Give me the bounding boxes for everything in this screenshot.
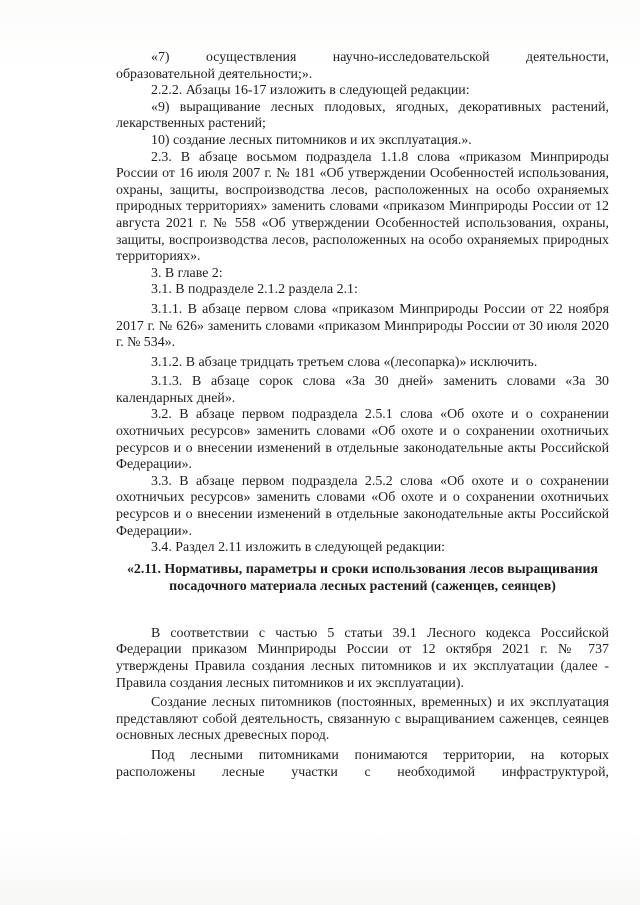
paragraph-item-7: «7) осуществления научно-исследовательской деятельности, образовательной деятельности;». [116, 50, 609, 82]
paragraph-item-9: «9) выращивание лесных плодовых, ягодных, декоративных растений, лекарственных растений; [116, 99, 609, 132]
paragraph-nurseries-rules: В соответствии с частью 5 статьи 39.1 Лесного кодекса Российской Федерации приказом Минприроды России от 12 октября 2021 г. № 737 утверждены Правила создания лесных питомников и их эксплуатации (далее - Правила создания лесных питомников и их эксплуатации). [116, 625, 609, 691]
paragraph-3-1-3: 3.1.3. В абзаце сорок слова «За 30 дней» заменить словами «За 30 календарных дней». [116, 374, 609, 406]
paragraph-nurseries-creation: Создание лесных питомников (постоянных, временных) и их эксплуатация представляют собой деятельность, связанную с выращиванием саженцев, сеянцев основных лесных древесных пород. [116, 695, 609, 744]
paragraph-2-2-2: 2.2.2. Абзацы 16-17 изложить в следующей редакции: [151, 83, 470, 99]
paragraph-3-1-1: 3.1.1. В абзаце первом слова «приказом Минприроды России от 22 ноября 2017 г. № 626» заменить словами «приказом Минприроды России от 30 июля 2020 г. № 534». [116, 301, 609, 351]
paragraph-3-2: 3.2. В абзаце первом подраздела 2.5.1 слова «Об охоте и о сохранении охотничьих ресурсов» заменить словами «Об охоте и о сохранении охотничьих ресурсов и о внесении изменений в отдельные законодательные акты Российской Федерации». [116, 407, 609, 473]
paragraph-2-3: 2.3. В абзаце восьмом подраздела 1.1.8 слова «приказом Минприроды России от 16 июля 2007 г. № 181 «Об утверждении Особенностей использования, охраны, защиты, воспроизводства лесов, расположенных на особо охраняемых природных территориях» заменить словами «приказом Минприроды России от 12 августа 2021 г. № 558 «Об утверждении Особенностей использования, охраны, защиты, воспроизводства лесов, расположенных на особо охраняемых природных территориях». [116, 149, 609, 265]
paragraph-3: 3. В главе 2: [151, 265, 223, 281]
paragraph-item-10: 10) создание лесных питомников и их эксплуатация.». [151, 132, 472, 148]
paragraph-3-3: 3.3. В абзаце первом подраздела 2.5.2 слова «Об охоте и о сохранении охотничьих ресурсов» заменить словами «Об охоте и о сохранении охотничьих ресурсов и о внесении изменений в отдельные законодательные акты Российской Федерации». [116, 473, 609, 539]
paragraph-3-1: 3.1. В подразделе 2.1.2 раздела 2.1: [151, 282, 358, 298]
paragraph-3-1-2: 3.1.2. В абзаце тридцать третьем слова «(лесопарка)» исключить. [151, 354, 538, 370]
section-heading-2-11: «2.11. Нормативы, параметры и сроки использования лесов выращивания посадочного материала лесных растений (саженцев, сеянцев) [126, 561, 599, 594]
paragraph-3-4: 3.4. Раздел 2.11 изложить в следующей редакции: [151, 540, 446, 556]
paragraph-nurseries-definition: Под лесными питомниками понимаются территории, на которых расположены лесные участки с необходимой инфраструктурой, [116, 747, 609, 780]
spacer [116, 595, 609, 626]
document-body [116, 50, 609, 781]
